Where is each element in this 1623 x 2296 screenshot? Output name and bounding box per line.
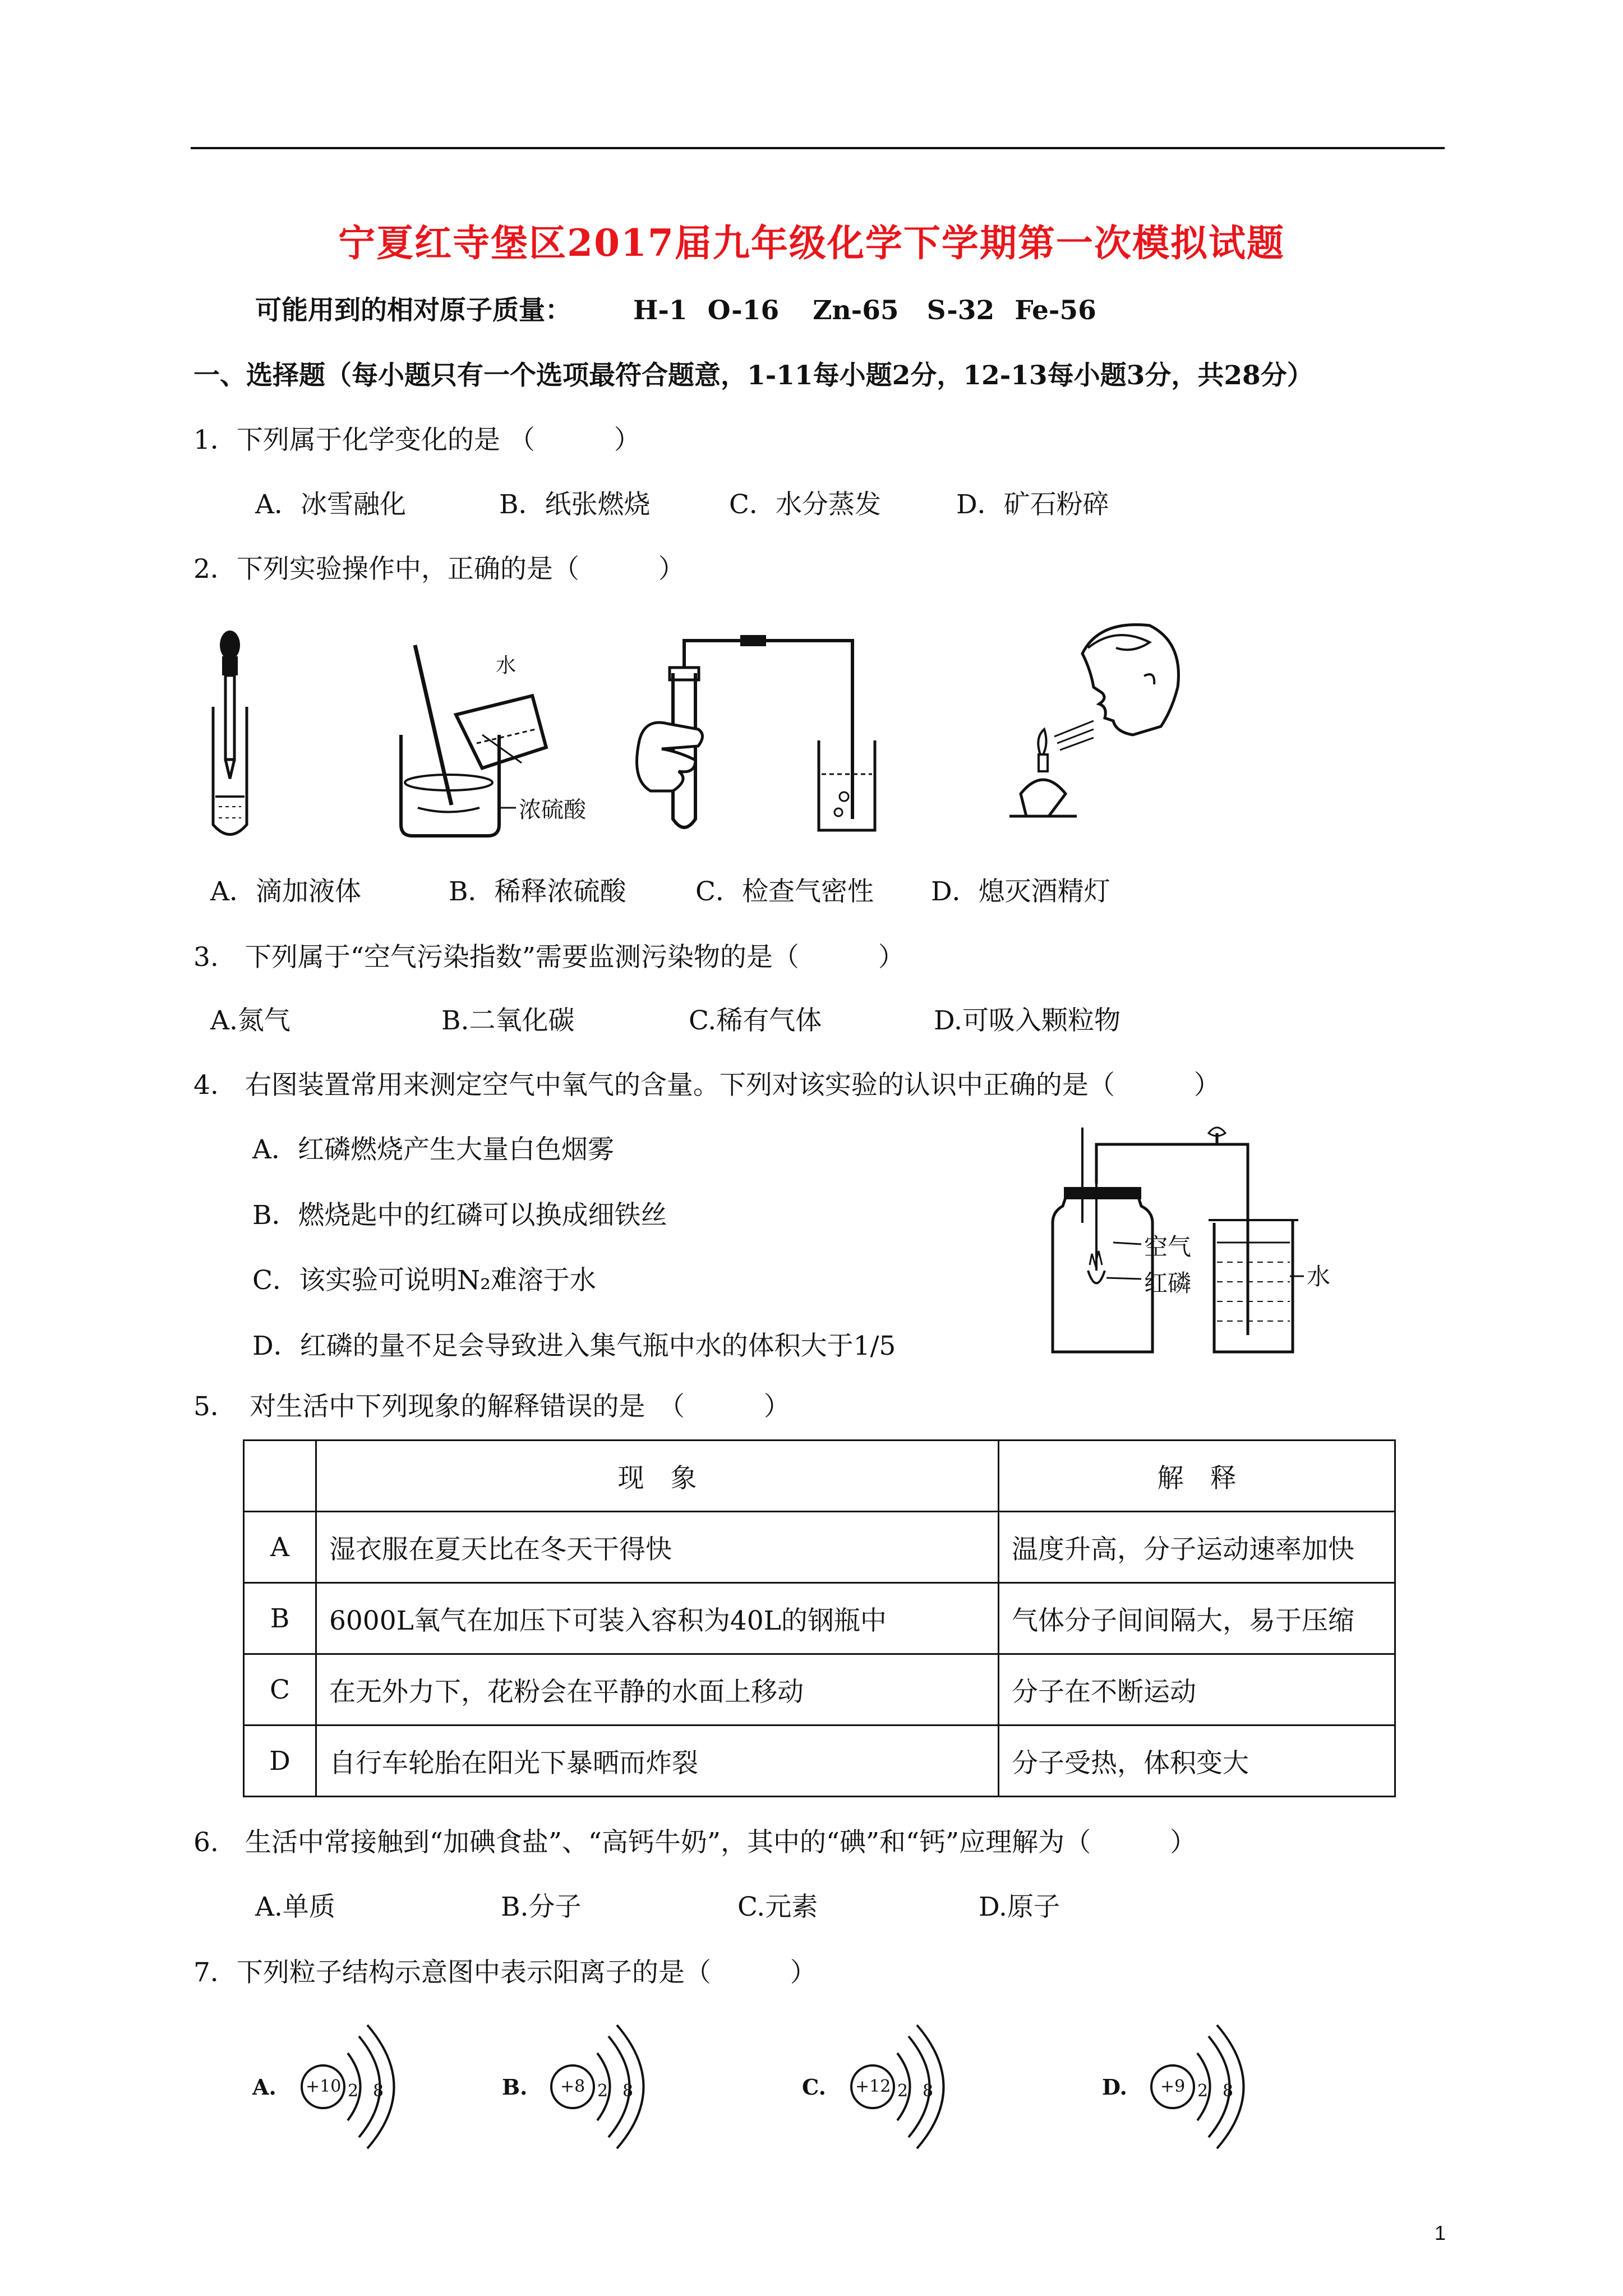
option-label: C.: [802, 2074, 826, 2100]
table-header-cell: 解 释: [999, 1441, 1395, 1512]
airtightness-figure: [628, 628, 886, 847]
air-label: 空气: [1144, 1233, 1192, 1260]
table-row: [244, 1726, 1395, 1797]
extinguish-lamp-figure: [1004, 609, 1239, 844]
shell-electrons: 2: [897, 2081, 909, 2101]
question-3-option: B.二氧化碳: [441, 1005, 575, 1036]
nucleus-charge: +8: [560, 2077, 585, 2096]
table-cell: 分子受热，体积变大: [999, 1726, 1395, 1797]
shell-electrons: 8: [923, 2081, 934, 2101]
page-number: 1: [1435, 2221, 1446, 2244]
table-header-cell: 现 象: [316, 1441, 999, 1512]
electron-shells: [502, 2019, 670, 2154]
table-cell: 温度升高，分子运动速率加快: [999, 1512, 1395, 1583]
shell-electrons: 8: [623, 2081, 634, 2101]
question-4-stem: 4. 右图装置常用来测定空气中氧气的含量。下列对该实验的认识中正确的是（ ）: [193, 1070, 1220, 1101]
table-cell: D: [244, 1726, 316, 1797]
table-cell: 6000L氧气在加压下可装入容积为40L的钢瓶中: [316, 1583, 999, 1654]
question-6-option: C.元素: [737, 1892, 818, 1922]
table-row: [244, 1654, 1395, 1726]
question-3-option: D.可吸入颗粒物: [934, 1005, 1121, 1036]
question-3-option: C.稀有气体: [689, 1005, 822, 1036]
question-6-option: B.分子: [501, 1892, 582, 1922]
mass-item: O-16: [707, 295, 780, 326]
atom-diagram-c: [802, 2019, 970, 2154]
question-2-option: A．滴加液体: [210, 876, 361, 907]
question-2-option: D．熄灭酒精灯: [931, 876, 1110, 907]
page-title: 宁夏红寺堡区2017届九年级化学下学期第一次模拟试题: [338, 221, 1285, 265]
explanation-table: [243, 1439, 1396, 1797]
table-cell: 在无外力下，花粉会在平静的水面上移动: [316, 1654, 999, 1726]
table-row: [244, 1583, 1395, 1654]
question-6-option: D.原子: [979, 1892, 1060, 1922]
table-cell: C: [244, 1654, 316, 1726]
electron-shells: [1102, 2019, 1270, 2154]
water-label: 水: [496, 654, 517, 677]
option-label: B.: [502, 2074, 528, 2100]
table-header-row: [244, 1441, 1395, 1512]
question-2-option: B．稀释浓硫酸: [449, 876, 626, 907]
table-row: [244, 1512, 1395, 1583]
question-5-stem: 5． 对生活中下列现象的解释错误的是 （ ）: [193, 1391, 790, 1422]
atom-diagram-b: [502, 2019, 670, 2154]
table-cell: 自行车轮胎在阳光下暴晒而炸裂: [316, 1726, 999, 1797]
nucleus-charge: +9: [1160, 2077, 1186, 2096]
table-cell: B: [244, 1583, 316, 1654]
mass-item: H-1: [633, 295, 688, 326]
table-cell: 气体分子间间隔大，易于压缩: [999, 1583, 1395, 1654]
mass-item: Zn-65: [813, 295, 899, 326]
shell-electrons: 2: [1197, 2081, 1209, 2101]
acid-label: 浓硫酸: [519, 797, 586, 823]
atomic-masses: [255, 294, 1096, 328]
question-3-option: A.氮气: [210, 1005, 291, 1036]
question-7-stem: 7．下列粒子结构示意图中表示阳离子的是（ ）: [193, 1957, 817, 1988]
oxygen-apparatus-figure: [1040, 1128, 1354, 1352]
table-cell: 湿衣服在夏天比在冬天干得快: [316, 1512, 999, 1583]
phosphorus-label: 红磷: [1144, 1269, 1192, 1297]
question-1-stem: 1．下列属于化学变化的是 （ ）: [193, 425, 640, 455]
mass-item: Fe-56: [1015, 295, 1096, 326]
nucleus-charge: +12: [855, 2077, 891, 2096]
option-label: A.: [252, 2074, 276, 2100]
water-label: 水: [1307, 1263, 1331, 1290]
question-4-option: D．红磷的量不足会导致进入集气瓶中水的体积大于1/5: [252, 1331, 896, 1361]
table-cell: A: [244, 1512, 316, 1583]
option-label: D.: [1102, 2074, 1127, 2100]
shell-electrons: 2: [597, 2081, 608, 2101]
shell-electrons: 2: [348, 2081, 359, 2101]
question-3-stem: 3. 下列属于“空气污染指数”需要监测污染物的是（ ）: [193, 942, 905, 973]
question-6-stem: 6. 生活中常接触到“加碘食盐”、“高钙牛奶”，其中的“碘”和“钙”应理解为（ ）: [193, 1827, 1197, 1858]
atom-diagram-d: [1102, 2019, 1270, 2154]
nucleus-charge: +10: [306, 2077, 342, 2096]
question-1-option: C．水分蒸发: [729, 489, 881, 520]
question-6-option: A.单质: [255, 1892, 335, 1922]
header-rule: [191, 147, 1445, 149]
atom-diagram-a: [252, 2019, 421, 2154]
atomic-masses-label: 可能用到的相对原子质量：: [255, 295, 571, 326]
table-cell: 分子在不断运动: [999, 1654, 1395, 1726]
shell-electrons: 8: [1223, 2081, 1234, 2101]
question-1-option: A．冰雪融化: [255, 489, 406, 520]
question-4-option: B．燃烧匙中的红磷可以换成细铁丝: [252, 1200, 667, 1231]
question-1-option: B．纸张燃烧: [499, 489, 651, 520]
question-1-option: D．矿石粉碎: [956, 489, 1109, 520]
question-2-stem: 2．下列实验操作中，正确的是（ ）: [193, 554, 685, 585]
table-header-cell: [244, 1441, 316, 1512]
shell-electrons: 8: [373, 2081, 384, 2101]
question-2-option: C．检查气密性: [695, 876, 874, 907]
question-4-option: C．该实验可说明N₂难溶于水: [252, 1265, 596, 1296]
mass-item: S-32: [926, 295, 995, 326]
question-4-option: A．红磷燃烧产生大量白色烟雾: [252, 1134, 614, 1165]
section-heading: 一、选择题（每小题只有一个选项最符合题意，1-11每小题2分，12-13每小题3分，共28分）: [193, 360, 1313, 391]
dropper-figure: [185, 628, 275, 841]
